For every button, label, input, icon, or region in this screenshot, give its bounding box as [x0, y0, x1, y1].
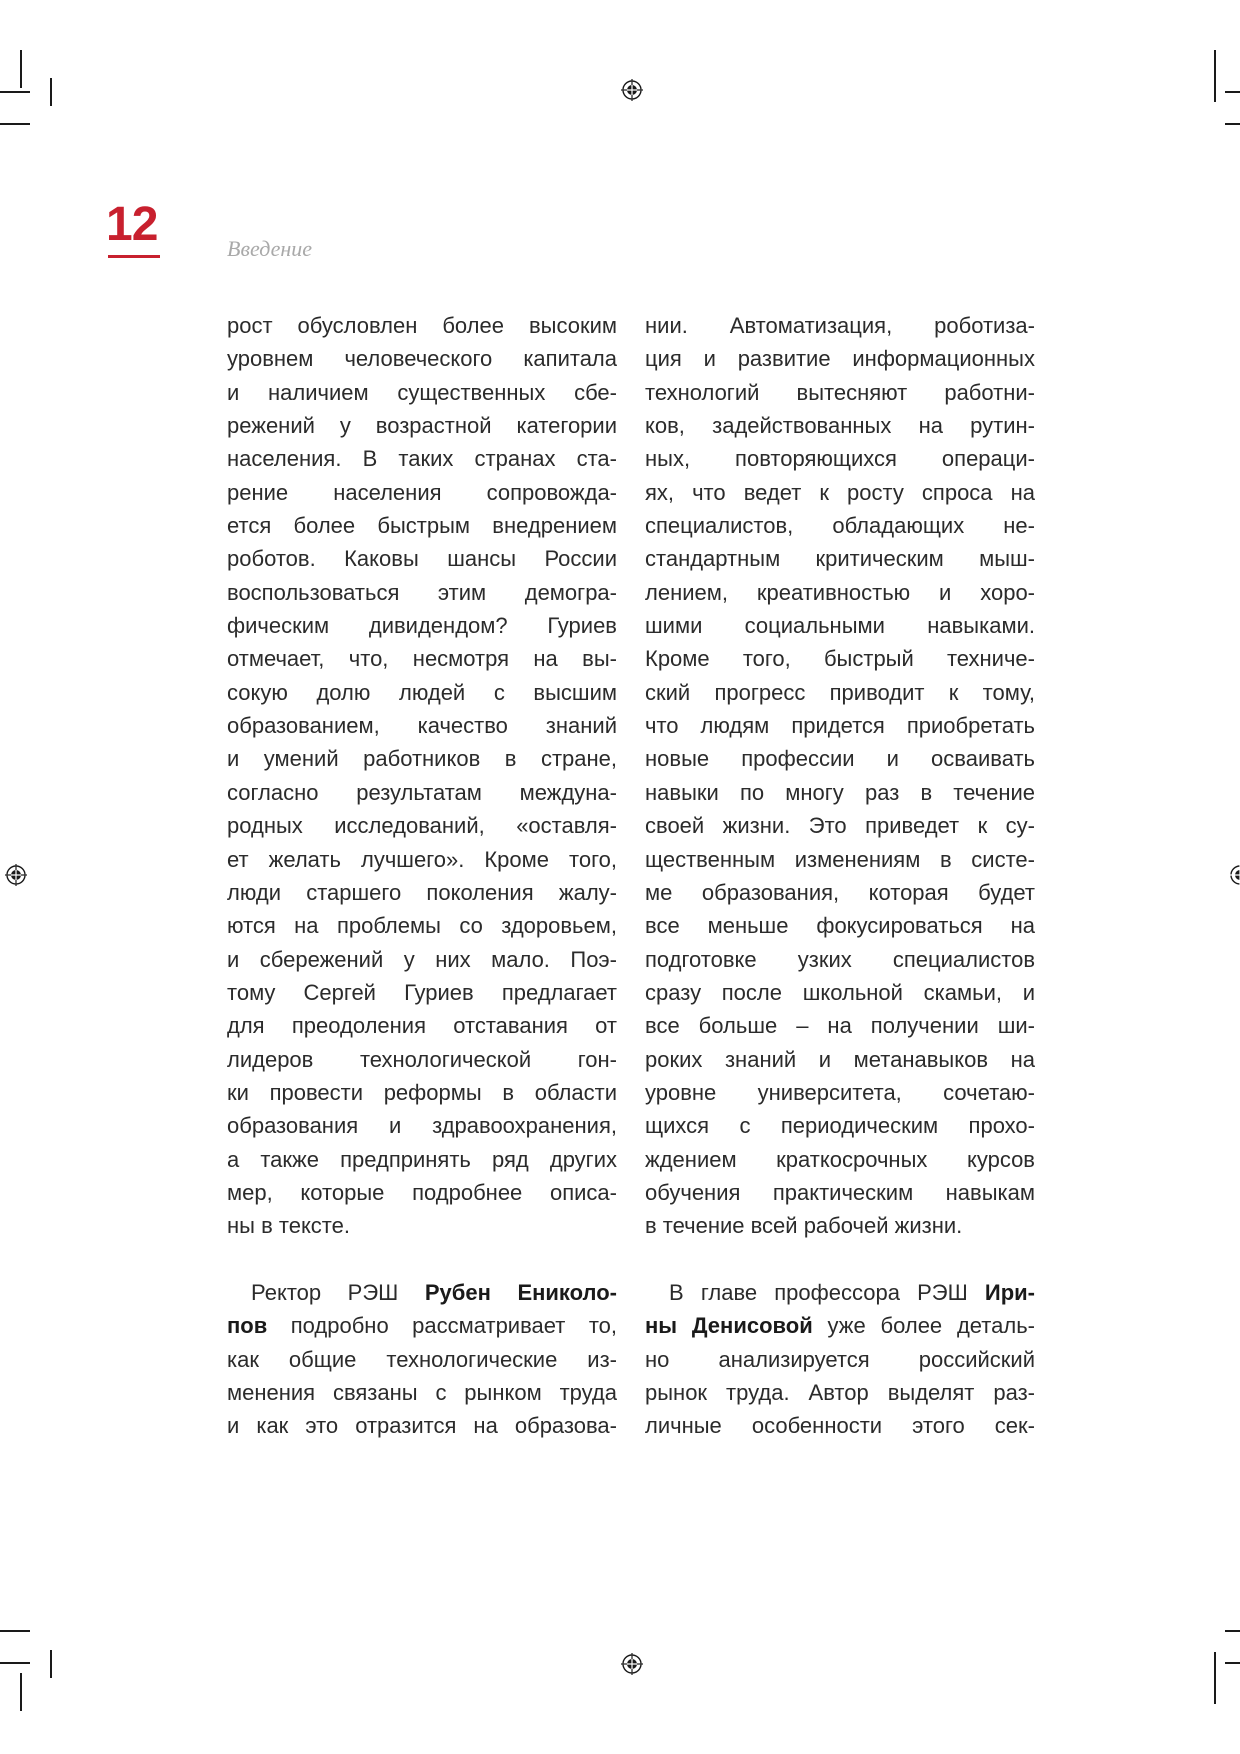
text-line: мер, которые подробнее описа-	[227, 1179, 617, 1205]
text-line: ский прогресс приводит к тому,	[645, 679, 1035, 705]
text-line: лением, креативностью и хоро-	[645, 579, 1035, 605]
text-line: населения. В таких странах ста-	[227, 446, 617, 472]
text-line: ных, повторяющихся операци-	[645, 446, 1035, 472]
text-line: уровнем человеческого капитала	[227, 346, 617, 372]
text-line: рынок труда. Автор выделят раз-	[645, 1380, 1035, 1405]
page-number: 12	[106, 198, 158, 251]
crop-mark	[1225, 123, 1240, 125]
crop-mark	[0, 1630, 30, 1632]
registration-mark-icon	[5, 864, 27, 886]
text-line: и как это отразится на образова-	[227, 1413, 617, 1439]
author-name: Ири-	[984, 1279, 1035, 1305]
text-line: технологий вытесняют работни-	[645, 379, 1035, 405]
text-line: люди старшего поколения жалу-	[227, 879, 617, 905]
text-line: Кроме того, быстрый техниче-	[645, 646, 1035, 672]
paragraph	[645, 1276, 1035, 1443]
text-line: ция и развитие информационных	[645, 346, 1035, 372]
text-line: но анализируется российский	[645, 1346, 1035, 1372]
text-line: как общие технологические из-	[227, 1346, 617, 1372]
text-run: уже более деталь-	[812, 1313, 1035, 1339]
crop-mark	[1225, 91, 1240, 93]
text-line: лидеров технологической гон-	[227, 1046, 617, 1072]
text-line: шими социальными навыками.	[645, 613, 1035, 639]
text-line: тому Сергей Гуриев предлагает	[227, 979, 617, 1005]
author-name: ны Денисовой	[645, 1313, 813, 1339]
text-line: личные особенности этого сек-	[645, 1413, 1035, 1439]
paragraph	[227, 1276, 617, 1443]
paragraph	[645, 309, 1035, 1243]
crop-mark	[50, 78, 52, 106]
text-line	[645, 1309, 1035, 1342]
text-line: роботов. Каковы шансы России	[227, 546, 617, 572]
text-line: стандартным критическим мыш-	[645, 546, 1035, 572]
text-line: ки провести реформы в области	[227, 1079, 617, 1105]
crop-mark	[0, 1662, 30, 1664]
text-line: новые профессии и осваивать	[645, 746, 1035, 772]
text-line: ются на проблемы со здоровьем,	[227, 913, 617, 939]
text-line: рост обусловлен более высоким	[227, 313, 617, 338]
text-line: щественным изменениям в систе-	[645, 846, 1035, 872]
text-line: нии. Автоматизация, роботиза-	[645, 313, 1035, 338]
crop-mark	[1214, 50, 1216, 102]
section-title: Введение	[227, 236, 313, 261]
crop-mark	[1225, 1662, 1240, 1664]
text-line: рение населения сопровожда-	[227, 479, 617, 505]
crop-mark	[0, 91, 30, 93]
crop-mark	[20, 1673, 22, 1711]
text-line: навыки по многу раз в течение	[645, 779, 1035, 805]
text-line: ет желать лучшего». Кроме того,	[227, 846, 617, 872]
author-name: пов	[227, 1313, 268, 1339]
text-line: режений у возрастной категории	[227, 413, 617, 439]
text-line: и сбережений у них мало. Поэ-	[227, 946, 617, 972]
text-line: фическим дивидендом? Гуриев	[227, 613, 617, 639]
text-line	[227, 1276, 617, 1309]
text-line: специалистов, обладающих не-	[645, 513, 1035, 539]
paragraph-gap	[227, 1243, 617, 1276]
text-line: подготовке узких специалистов	[645, 946, 1035, 972]
text-line: щихся с периодическим прохо-	[645, 1113, 1035, 1139]
text-line: ждением краткосрочных курсов	[645, 1146, 1035, 1172]
text-line: а также предпринять ряд других	[227, 1146, 617, 1172]
text-line: отмечает, что, несмотря на вы-	[227, 646, 617, 672]
text-line: воспользоваться этим демогра-	[227, 579, 617, 605]
text-line: все больше – на получении ши-	[645, 1013, 1035, 1039]
text-line: менения связаны с рынком труда	[227, 1380, 617, 1405]
paragraph	[227, 309, 617, 1243]
text-line: ны в тексте.	[227, 1213, 350, 1239]
crop-mark	[0, 123, 30, 125]
text-line: своей жизни. Это приведет к су-	[645, 813, 1035, 839]
text-line: согласно результатам междуна-	[227, 779, 617, 805]
text-column-left	[227, 309, 617, 1443]
text-line: ях, что ведет к росту спроса на	[645, 479, 1035, 505]
text-line: и наличием существенных сбе-	[227, 379, 617, 405]
registration-mark-icon	[621, 79, 643, 101]
registration-mark-icon	[1229, 864, 1240, 886]
crop-mark	[1214, 1652, 1216, 1704]
text-line: сокую долю людей с высшим	[227, 679, 617, 705]
paragraph-gap	[645, 1243, 1035, 1276]
crop-mark	[20, 50, 22, 88]
text-line: сразу после школьной скамьи, и	[645, 979, 1035, 1005]
text-run: подробно рассматривает то,	[267, 1313, 617, 1339]
text-run: В главе профессора РЭШ	[669, 1279, 985, 1305]
registration-mark-icon	[621, 1653, 643, 1675]
text-column-right	[645, 309, 1035, 1443]
text-line: и умений работников в стране,	[227, 746, 617, 772]
text-line: ков, задействованных на рутин-	[645, 413, 1035, 439]
text-line: обучения практическим навыкам	[645, 1179, 1035, 1205]
text-line: в течение всей рабочей жизни.	[645, 1213, 963, 1239]
text-line: образованием, качество знаний	[227, 713, 617, 739]
text-line: роких знаний и метанавыков на	[645, 1046, 1035, 1072]
text-line: что людям придется приобретать	[645, 713, 1035, 739]
page-number-underline	[108, 255, 160, 258]
text-line: все меньше фокусироваться на	[645, 913, 1035, 939]
text-run: Ректор РЭШ	[251, 1279, 425, 1305]
text-line: ется более быстрым внедрением	[227, 513, 617, 539]
text-line: уровне университета, сочетаю-	[645, 1079, 1035, 1105]
text-line: образования и здравоохранения,	[227, 1113, 617, 1139]
text-line: для преодоления отставания от	[227, 1013, 617, 1039]
crop-mark	[50, 1650, 52, 1678]
text-line: ме образования, которая будет	[645, 879, 1035, 905]
author-name: Рубен Ениколо-	[424, 1279, 617, 1305]
crop-mark	[1225, 1630, 1240, 1632]
text-line: родных исследований, «оставля-	[227, 813, 617, 839]
text-line	[227, 1309, 617, 1342]
text-line	[645, 1276, 1035, 1309]
